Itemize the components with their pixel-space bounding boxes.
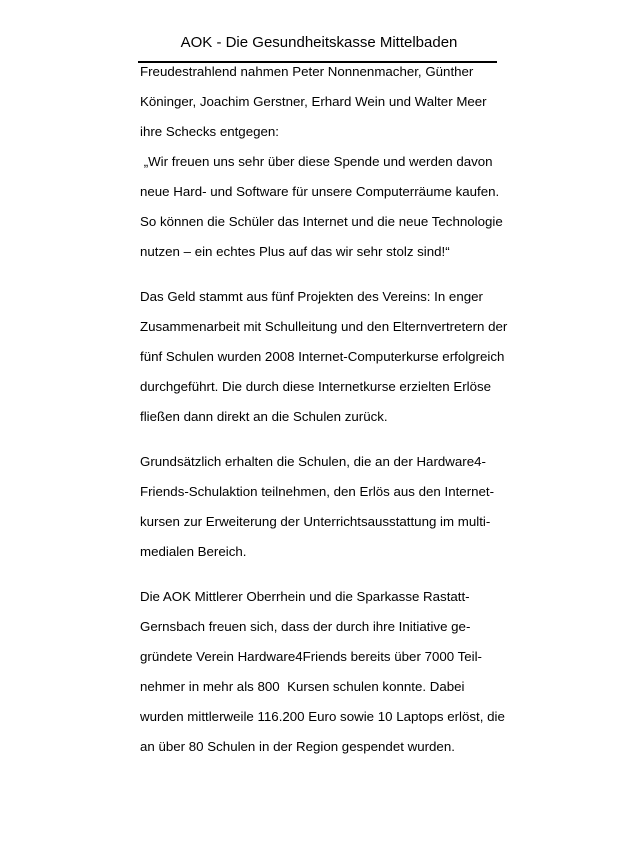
document-title: AOK - Die Gesundheitskasse Mittelbaden — [180, 34, 458, 51]
text-line: durchgeführt. Die durch diese Internetkurse erzielten Erlöse — [140, 379, 492, 394]
paragraph — [140, 282, 508, 432]
text-line: ihre Schecks entgegen: — [140, 124, 279, 139]
text-line: nehmer in mehr als 800 Kursen schulen konnte. Dabei — [140, 679, 465, 694]
paragraph — [140, 582, 505, 762]
text-line: Das Geld stammt aus fünf Projekten des Vereins: In enger — [140, 289, 483, 304]
text-line: Zusammenarbeit mit Schulleitung und den Elternvertretern der — [140, 319, 508, 334]
document-body — [140, 57, 508, 762]
text-line: an über 80 Schulen in der Region gespendet wurden. — [140, 739, 455, 754]
text-line: fließen dann direkt an die Schulen zurück. — [140, 409, 388, 424]
text-line: Köninger, Joachim Gerstner, Erhard Wein und Walter Meer — [140, 94, 487, 109]
text-line: neue Hard- und Software für unsere Computerräume kaufen. — [140, 184, 500, 199]
text-line: Gernsbach freuen sich, dass der durch ihre Initiative ge- — [140, 619, 471, 634]
text-line: nutzen – ein echtes Plus auf das wir sehr stolz sind!“ — [140, 244, 450, 259]
text-line: So können die Schüler das Internet und die neue Technologie — [140, 214, 503, 229]
text-line: kursen zur Erweiterung der Unterrichtsausstattung im multi- — [140, 514, 491, 529]
paragraph — [140, 447, 502, 567]
text-line: medialen Bereich. — [140, 544, 247, 559]
text-line: Die AOK Mittlerer Oberrhein und die Sparkasse Rastatt- — [140, 589, 470, 604]
paragraph — [140, 57, 502, 267]
text-line: Grundsätzlich erhalten die Schulen, die an der Hardware4- — [140, 454, 486, 469]
text-line: gründete Verein Hardware4Friends bereits über 7000 Teil- — [140, 649, 482, 664]
text-line: Freudestrahlend nahmen Peter Nonnenmacher, Günther — [140, 64, 474, 79]
text-line: „Wir freuen uns sehr über diese Spende und werden davon — [140, 154, 493, 169]
text-line: Friends-Schulaktion teilnehmen, den Erlös aus den Internet- — [140, 484, 495, 499]
text-line: wurden mittlerweile 116.200 Euro sowie 10 Laptops erlöst, die — [140, 709, 505, 724]
text-line: fünf Schulen wurden 2008 Internet-Computerkurse erfolgreich — [140, 349, 505, 364]
